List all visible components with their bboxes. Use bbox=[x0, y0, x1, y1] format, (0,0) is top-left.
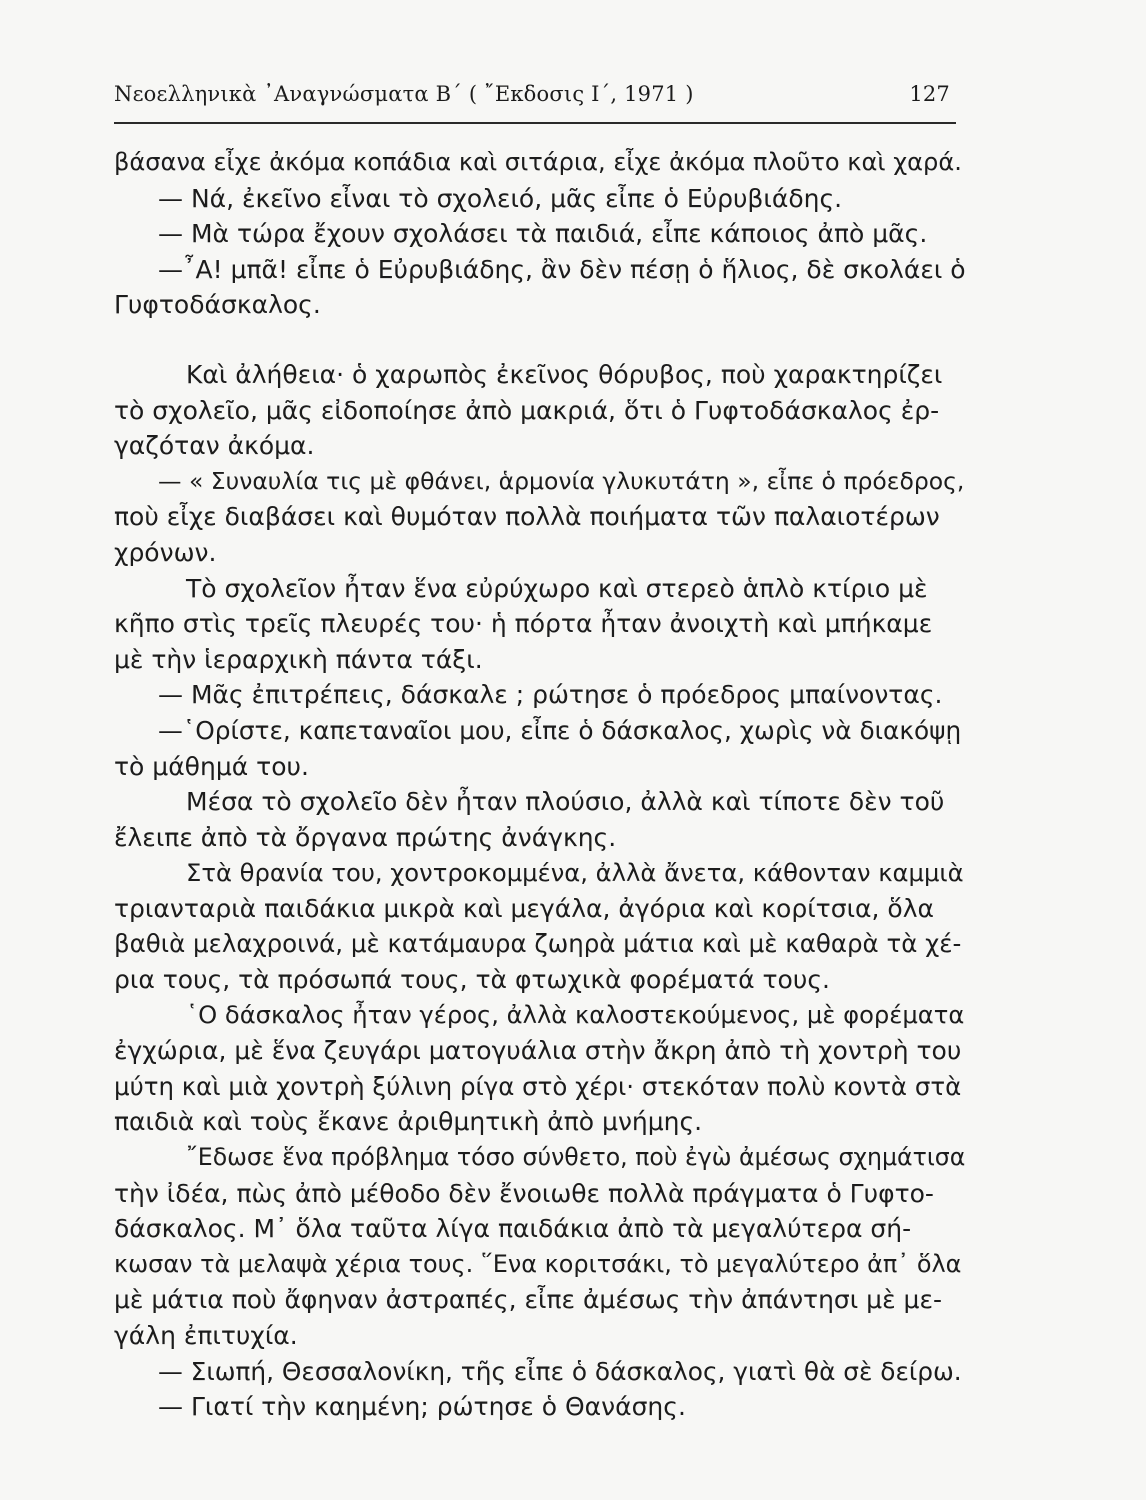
text-line: — Μὰ τώρα ἔχουν σχολάσει τὰ παιδιά, εἶπε κάποιος ἀπὸ μᾶς. bbox=[158, 219, 928, 249]
text-line: μὲ μάτια ποὺ ἄφηναν ἀστραπές, εἶπε ἀμέσως τὴν ἀπάντησι μὲ με- bbox=[114, 1285, 942, 1315]
text-line: — Νά, ἐκεῖνο εἶναι τὸ σχολειό, μᾶς εἶπε ὁ Εὐρυβιάδης. bbox=[158, 183, 843, 213]
text-line: ῾Ο δάσκαλος ἦταν γέρος, ἀλλὰ καλοστεκούμενος, μὲ φορέματα bbox=[186, 1000, 965, 1029]
text-line: ἐγχώρια, μὲ ἕνα ζευγάρι ματογυάλια στὴν ἄκρη ἀπὸ τὴ χοντρὴ του bbox=[114, 1036, 962, 1066]
text-line: βαθιὰ μελαχροινά, μὲ κατάμαυρα ζωηρὰ μάτια καὶ μὲ καθαρὰ τὰ χέ- bbox=[114, 929, 962, 959]
text-line: — « Συναυλία τις μὲ φθάνει, ἁρμονία γλυκυτάτη », εἶπε ὁ πρόεδρος, bbox=[158, 466, 965, 495]
text-line: χρόνων. bbox=[114, 537, 217, 567]
text-line: τὸ μάθημά του. bbox=[114, 751, 309, 781]
text-line: — Μᾶς ἐπιτρέπεις, δάσκαλε ; ρώτησε ὁ πρόεδρος μπαίνοντας. bbox=[158, 680, 943, 710]
paragraph-gap bbox=[114, 323, 966, 357]
text-line: μὲ τὴν ἱεραρχικὴ πάντα τάξι. bbox=[114, 644, 483, 674]
text-line: ἔλειπε ἀπὸ τὰ ὄργανα πρώτης ἀνάγκης. bbox=[114, 822, 617, 852]
text-line: —῏Α! μπᾶ! εἶπε ὁ Εὐρυβιάδης, ἂν δὲν πέσῃ ὁ ἥλιος, δὲ σκολάει ὁ bbox=[158, 254, 966, 284]
text-line: τὴν ἰδέα, πὼς ἀπὸ μέθοδο δὲν ἔνοιωθε πολλὰ πράγματα ὁ Γυφτο- bbox=[114, 1178, 934, 1208]
text-line: βάσανα εἶχε ἀκόμα κοπάδια καὶ σιτάρια, εἶχε ἀκόμα πλοῦτο καὶ χαρά. bbox=[114, 148, 962, 176]
text-line: δάσκαλος. Μ᾿ ὅλα ταῦτα λίγα παιδάκια ἀπὸ τὰ μεγαλύτερα σή- bbox=[114, 1214, 912, 1244]
text-line: Μέσα τὸ σχολεῖο δὲν ἦταν πλούσιο, ἀλλὰ καὶ τίποτε δὲν τοῦ bbox=[186, 787, 945, 817]
text-line: Καὶ ἀλήθεια· ὁ χαρωπὸς ἐκεῖνος θόρυβος, ποὺ χαρακτηρίζει bbox=[186, 359, 943, 389]
text-line: τὸ σχολεῖο, μᾶς εἰδοποίησε ἀπὸ μακριά, ὅτι ὁ Γυφτοδάσκαλος ἐρ- bbox=[114, 395, 940, 425]
text-line: Τὸ σχολεῖον ἦταν ἕνα εὐρύχωρο καὶ στερεὸ ἁπλὸ κτίριο μὲ bbox=[186, 573, 928, 603]
header-rule bbox=[114, 122, 956, 124]
text-line: μύτη καὶ μιὰ χοντρὴ ξύλινη ρίγα στὸ χέρι· στεκόταν πολὺ κοντὰ στὰ bbox=[114, 1071, 962, 1101]
text-line: —῾Ορίστε, καπεταναῖοι μου, εἶπε ὁ δάσκαλος, χωρὶς νὰ διακόψῃ bbox=[158, 715, 962, 745]
page-number: 127 bbox=[909, 82, 950, 106]
text-line: γαζόταν ἀκόμα. bbox=[114, 431, 315, 461]
page-body bbox=[114, 145, 966, 1425]
text-line: τριανταριὰ παιδάκια μικρὰ καὶ μεγάλα, ἀγόρια καὶ κορίτσια, ὅλα bbox=[114, 893, 934, 923]
running-header bbox=[114, 80, 954, 114]
text-line: κωσαν τὰ μελαψὰ χέρια τους. ῞Ενα κοριτσάκι, τὸ μεγαλύτερο ἀπ᾿ ὅλα bbox=[114, 1249, 962, 1278]
text-line: Στὰ θρανία του, χοντροκομμένα, ἀλλὰ ἄνετα, κάθονταν καμμιὰ bbox=[186, 858, 964, 888]
text-line: — Σιωπή, Θεσσαλονίκη, τῆς εἶπε ὁ δάσκαλος, γιατὶ θὰ σὲ δείρω. bbox=[158, 1356, 962, 1386]
text-line: κῆπο στὶς τρεῖς πλευρές του· ἡ πόρτα ἦταν ἀνοιχτὴ καὶ μπήκαμε bbox=[114, 609, 933, 639]
header-title: Νεοελληνικὰ ᾿Αναγνώσματα Β΄ ( ῎Εκδοσις Ι΄, 1971 ) bbox=[114, 82, 694, 106]
text-line: ρια τους, τὰ πρόσωπά τους, τὰ φτωχικὰ φορέματά τους. bbox=[114, 965, 830, 995]
text-line: — Γιατί τὴν καημένη; ρώτησε ὁ Θανάσης. bbox=[158, 1392, 686, 1422]
text-line: Γυφτοδάσκαλος. bbox=[114, 290, 321, 320]
text-line: ποὺ εἶχε διαβάσει καὶ θυμόταν πολλὰ ποιήματα τῶν παλαιοτέρων bbox=[114, 502, 940, 532]
text-line: ῎Εδωσε ἕνα πρόβλημα τόσο σύνθετο, ποὺ ἐγὼ ἀμέσως σχημάτισα bbox=[186, 1143, 966, 1172]
text-line: παιδιὰ καὶ τοὺς ἔκανε ἀριθμητικὴ ἀπὸ μνήμης. bbox=[114, 1107, 703, 1137]
text-line: γάλη ἐπιτυχία. bbox=[114, 1321, 298, 1350]
